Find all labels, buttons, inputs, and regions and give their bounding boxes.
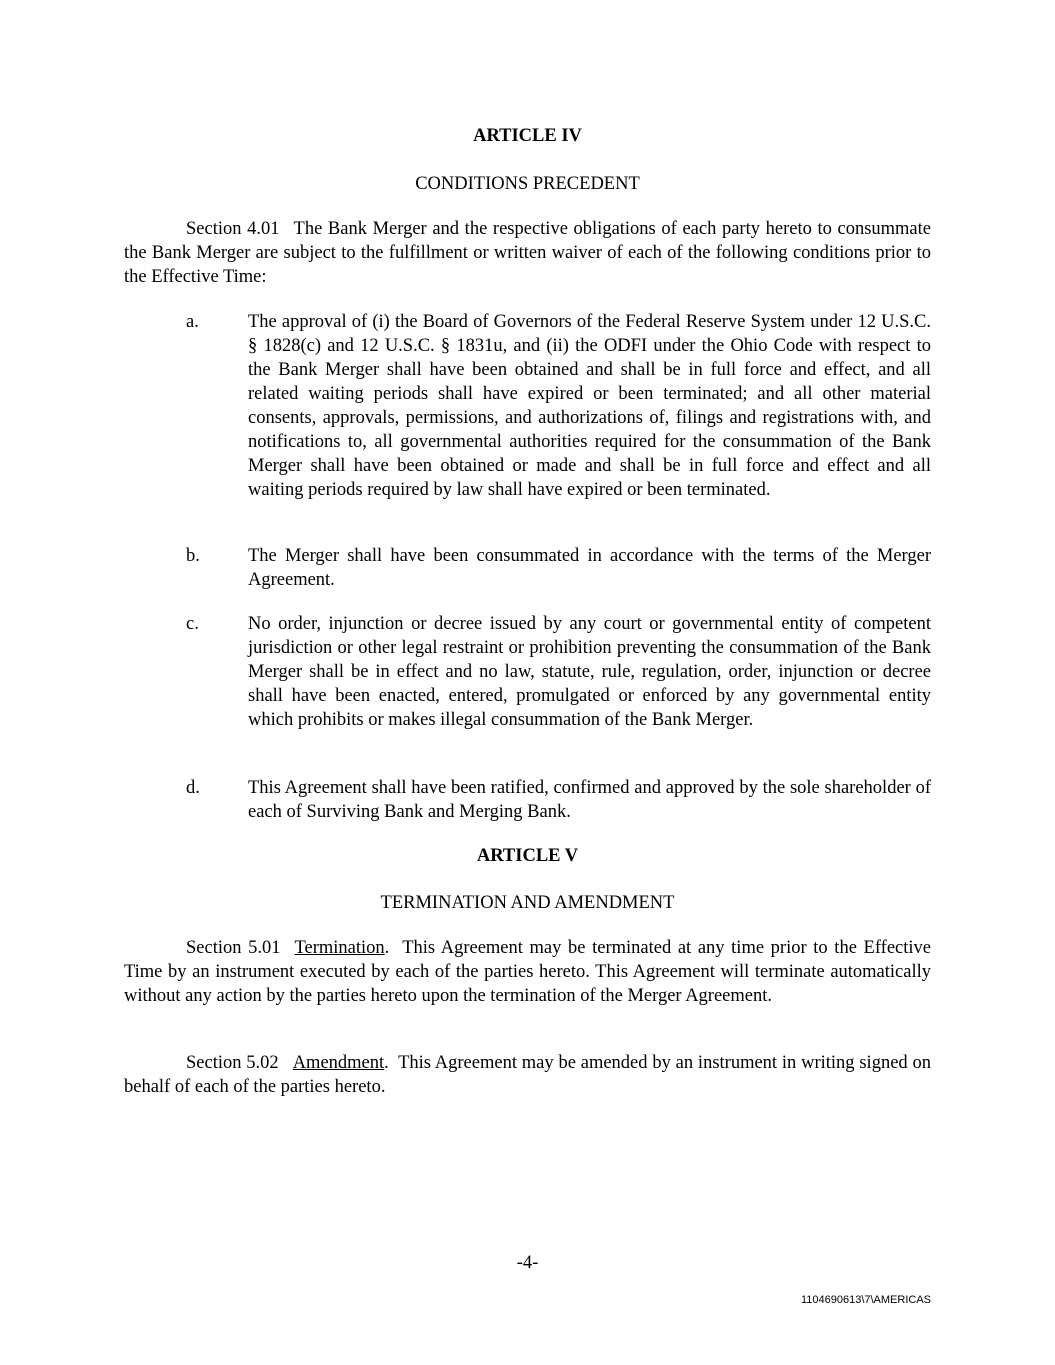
section-5-01-text: This Agreement may be terminated at any time prior to the Effective Time by an instrument executed by each of the parties hereto. This Agreement will terminate automatically without any action by the parties hereto upon the termination of the Merger Agreement. [124, 938, 931, 1006]
article-4-heading: ARTICLE IV [473, 126, 582, 146]
article-5-heading: ARTICLE V [476, 846, 579, 866]
section-5-02-text: This Agreement may be amended by an instrument in writing signed on behalf of each of the parties hereto. [124, 1053, 931, 1097]
section-5-02: Section 5.02 Amendment. This Agreement may be amended by an instrument in writing signed on behalf of each of the parties hereto. [124, 1053, 931, 1097]
section-5-01-title: Termination [294, 938, 385, 958]
page-number: -4- [516, 1253, 539, 1273]
section-5-01: Section 5.01 Termination. This Agreement may be terminated at any time prior to the Effective Time by an instrument executed by each of the parties hereto. This Agreement will terminate automatically without any action by the parties hereto upon the termination of the Merger Agreement. [124, 938, 931, 1006]
item-text: This Agreement shall have been ratified, confirmed and approved by the sole shareholder of each of Surviving Bank and Merging Bank. [248, 778, 931, 822]
article-4-subheading: CONDITIONS PRECEDENT [415, 174, 640, 194]
article-5-subheading: TERMINATION AND AMENDMENT [380, 893, 675, 913]
section-5-02-number: Section 5.02 [186, 1053, 279, 1073]
section-4-01 [124, 217, 931, 289]
item-label: a. [186, 312, 199, 332]
section-5-01-number: Section 5.01 [186, 938, 281, 958]
item-text: The approval of (i) the Board of Governors of the Federal Reserve System under 12 U.S.C. § 1828(c) and 12 U.S.C. § 1831u, and (ii) the ODFI under the Ohio Code with respect to the Bank Merger shall have been obtained and shall be in full force and effect, and all related waiting periods shall have expired or been terminated; and all other material consents, approvals, permissions, and authorizations of, filings and registrations with, and notifications to, all governmental authorities required for the consummation of the Bank Merger shall have been obtained or made and shall be in full force and effect and all waiting periods required by law shall have expired or been terminated. [248, 312, 931, 500]
item-text: The Merger shall have been consummated in accordance with the terms of the Merger Agreement. [248, 546, 931, 590]
document-id: 1104690613\7\AMERICAS [800, 1294, 931, 1306]
section-5-02-title: Amendment [292, 1053, 385, 1073]
item-label: b. [186, 546, 200, 566]
section-4-01-number: Section 4.01 [186, 219, 280, 239]
item-text: No order, injunction or decree issued by any court or governmental entity of competent jurisdiction or other legal restraint or prohibition preventing the consummation of the Bank Merger shall be in effect and no law, statute, rule, regulation, order, injunction or decree shall have been enacted, entered, promulgated or enforced by any governmental entity which prohibits or makes illegal consummation of the Bank Merger. [248, 614, 931, 730]
item-label: c. [186, 614, 199, 634]
item-label: d. [186, 778, 200, 798]
section-4-01-text: The Bank Merger and the respective obligations of each party hereto to consummate the Bank Merger are subject to the fulfillment or written waiver of each of the following conditions prior to the Effective Time: [124, 219, 931, 287]
